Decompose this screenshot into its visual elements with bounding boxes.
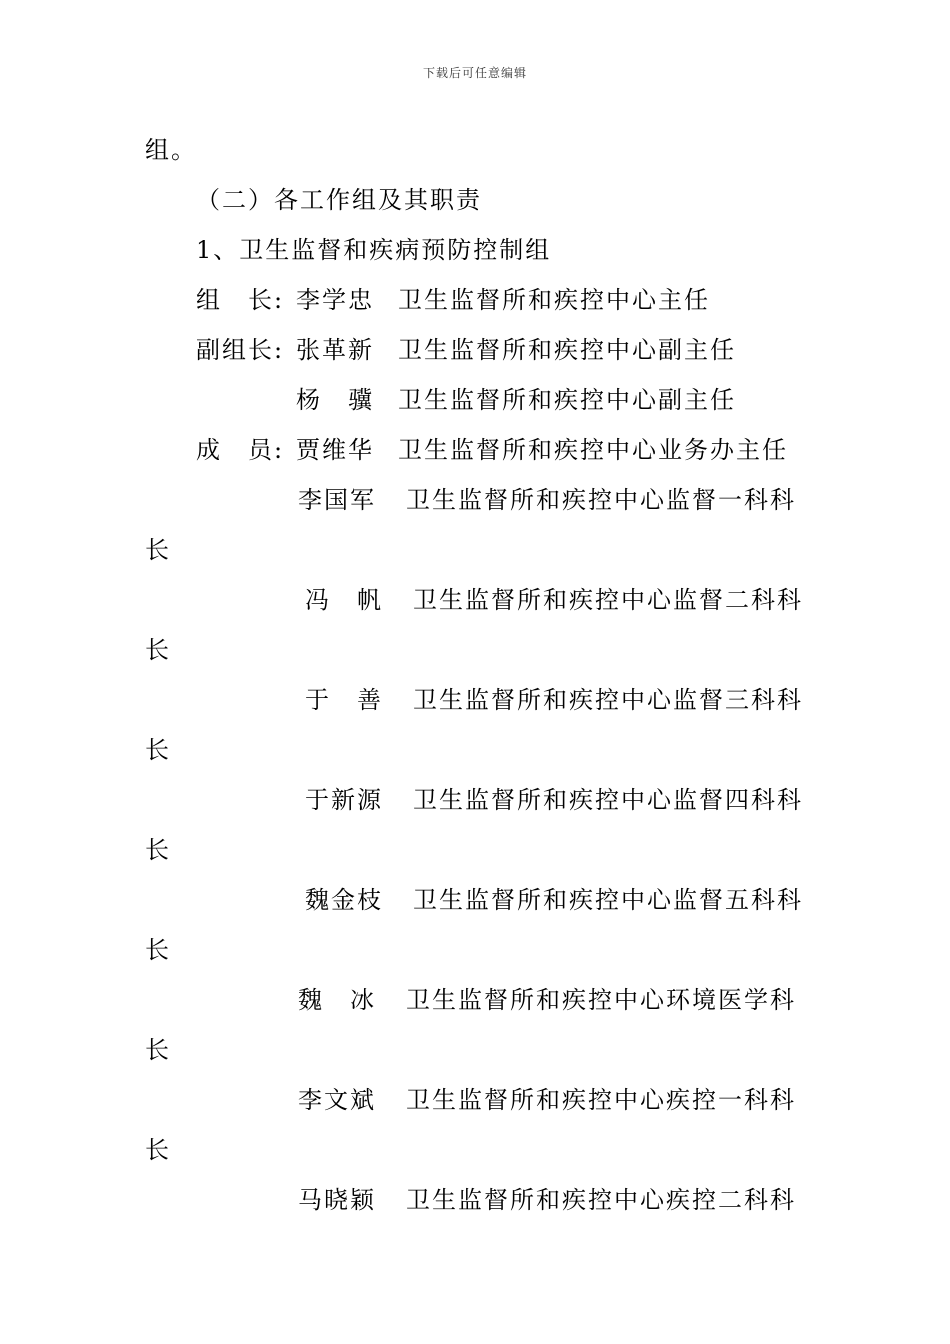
member-name: 魏 冰 [298, 986, 376, 1014]
member-title: 卫生监督所和疾控中心环境医学科 [406, 986, 796, 1014]
section-heading: （二）各工作组及其职责 [196, 186, 482, 214]
member-row [298, 1085, 796, 1115]
member-row [305, 585, 803, 615]
member-name: 李学忠 [296, 286, 374, 314]
role-label: 副组长: [196, 336, 285, 364]
member-title-continuation: 长 [145, 636, 169, 664]
member-title-continuation: 长 [145, 536, 169, 564]
member-title: 卫生监督所和疾控中心业务办主任 [398, 436, 788, 464]
member-row [196, 335, 736, 365]
member-row [305, 785, 803, 815]
member-row [298, 985, 796, 1015]
role-label: 成 员: [196, 436, 285, 464]
member-title-continuation: 长 [145, 936, 169, 964]
member-row [298, 485, 796, 515]
member-name: 张革新 [296, 336, 374, 364]
member-title-continuation: 长 [145, 736, 169, 764]
member-name: 李国军 [298, 486, 376, 514]
role-label: 组 长: [196, 286, 285, 314]
member-name: 贾维华 [296, 436, 374, 464]
member-name: 于 善 [305, 686, 383, 714]
member-title: 卫生监督所和疾控中心监督二科科 [413, 586, 803, 614]
member-title: 卫生监督所和疾控中心监督五科科 [413, 886, 803, 914]
member-name: 马晓颖 [298, 1186, 376, 1214]
member-title-continuation: 长 [145, 1136, 169, 1164]
member-row [305, 885, 803, 915]
member-name: 魏金枝 [305, 886, 383, 914]
member-title: 卫生监督所和疾控中心监督一科科 [406, 486, 796, 514]
member-row [196, 385, 736, 415]
member-title: 卫生监督所和疾控中心副主任 [398, 386, 736, 414]
member-name: 杨 骥 [296, 386, 374, 414]
member-row [196, 285, 710, 315]
member-name: 李文斌 [298, 1086, 376, 1114]
member-title: 卫生监督所和疾控中心主任 [398, 286, 710, 314]
member-title: 卫生监督所和疾控中心监督四科科 [413, 786, 803, 814]
member-title: 卫生监督所和疾控中心疾控一科科 [406, 1086, 796, 1114]
member-name: 冯 帆 [305, 586, 383, 614]
member-title: 卫生监督所和疾控中心监督三科科 [413, 686, 803, 714]
member-title-continuation: 长 [145, 836, 169, 864]
member-name: 于新源 [305, 786, 383, 814]
member-row [298, 1185, 796, 1215]
member-title: 卫生监督所和疾控中心副主任 [398, 336, 736, 364]
intro-tail: 组。 [145, 136, 197, 164]
member-row [305, 685, 803, 715]
page-header: 下载后可任意编辑 [422, 66, 527, 80]
member-title-continuation: 长 [145, 1036, 169, 1064]
group-title: 1、卫生监督和疾病预防控制组 [196, 236, 552, 264]
member-row [196, 435, 788, 465]
member-title: 卫生监督所和疾控中心疾控二科科 [406, 1186, 796, 1214]
